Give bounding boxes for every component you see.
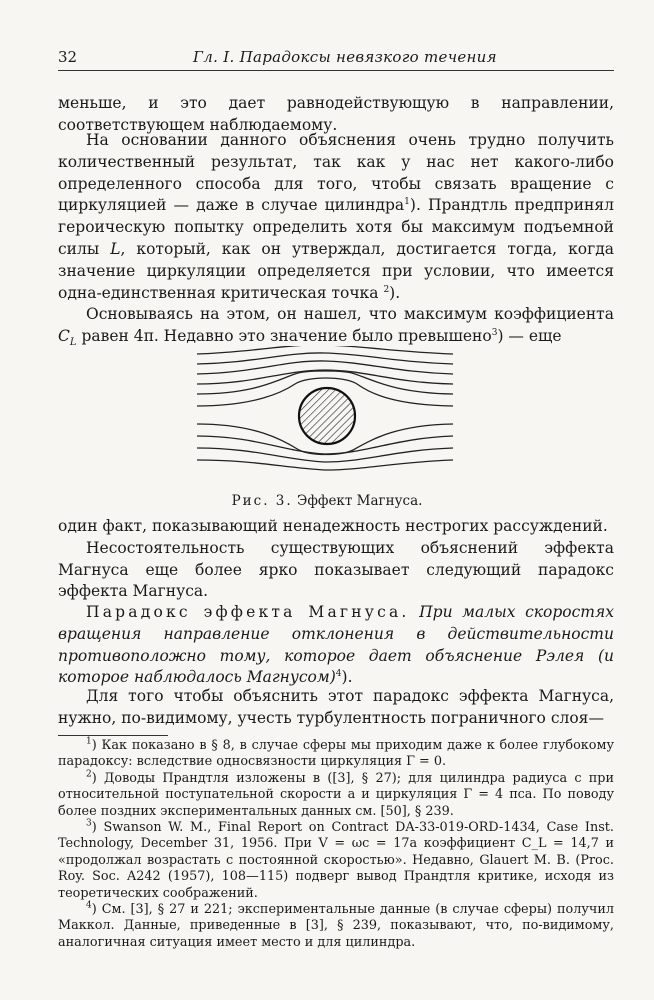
paragraph-5-text: Парадокс эффекта Магнуса. При малых скоростях вращения направление отклонения в действительности противоположно тому, которое дает объяснение Рэлея (и которое наблюдалось Магнусом)$^4$).: [58, 603, 614, 687]
running-title: Гл. I. Парадоксы невязкого течения: [193, 48, 497, 66]
caption-text: Эффект Магнуса.: [296, 493, 423, 509]
streamline: [197, 353, 453, 364]
paragraph-1-text: меньше, и это дает равнодействующую в направлении, соответствующем наблюдаемому.: [58, 94, 614, 134]
p2-part-b: ). Прандтль предпринял героическую попытку определить хотя бы максимум подъемной силы: [58, 196, 614, 258]
footnote-ref-1[interactable]: 1: [404, 197, 410, 208]
rotating-cylinder: [299, 388, 355, 444]
footnote-rule: [58, 735, 168, 736]
paragraph-4-text: Несостоятельность существующих объяснений эффекта Магнуса еще более ярко показывает следующий парадокс эффекта Магнуса.: [58, 538, 614, 601]
paragraph-2-text: [58, 130, 614, 304]
symbol-CL: $C_L$: [58, 327, 77, 349]
paradox-statement: При малых скоростях вращения направление отклонения в действительности противоположно тому, которое дает объяснение Рэлея (и которое наблюдалось Магнусом): [58, 603, 614, 687]
p2-part-d: ).: [389, 283, 401, 302]
streamline: [197, 370, 453, 384]
footnote: $^2$) Доводы Прандтля изложены в ([3], § 27); для цилиндра радиуса c при относительной поступательной скорости a и циркуляция Γ = 4 πca. По поводу более поздних экспериментальных данных см. [50], § 239.: [58, 769, 614, 819]
paradox-title: Парадокс эффекта Магнуса.: [86, 603, 410, 621]
footnote: $^1$) Как показано в § 8, в случае сферы мы приходим даже к более глубокому парадоксу: вследствие односвязности циркуляция Γ = 0.: [58, 736, 614, 770]
magnus-effect-figure: [195, 346, 455, 474]
footnote-ref-3[interactable]: 3: [491, 328, 498, 339]
paragraph-6: [58, 686, 614, 730]
paragraph-5: [58, 602, 614, 689]
footnote: $^4$) См. [3], § 27 и 221; экспериментальные данные (в случае сферы) получил Маккол. Данные, приведенные в [3], § 239, показывают, что, по-видимому, аналогичная ситуация имеет место и для цилиндра.: [58, 900, 614, 950]
figure-caption: [0, 493, 654, 509]
caption-label: Рис. 3.: [231, 493, 293, 509]
p2-part-a: На основании данного объяснения очень трудно получить количественный результат, так как у нас нет какого-либо определенного способа для того, чтобы связать вращение с циркуляцией — даже в случае цилиндра: [58, 131, 614, 215]
p2-part-e: Основываясь на этом, он нашел, что максимум коэффициента: [86, 305, 614, 324]
page-header: [58, 48, 614, 70]
page-number: 32: [58, 48, 78, 66]
paragraph-6-text: Для того чтобы объяснить этот парадокс эффекта Магнуса, нужно, по-видимому, учесть турбулентность пограничного слоя—: [58, 687, 614, 727]
header-rule: [58, 70, 614, 71]
symbol-L: L: [110, 239, 121, 258]
streamline: [197, 361, 453, 374]
footnote: $^3$) Swanson W. M., Final Report on Contract DA-33-019-ORD-1434, Case Inst. Technology, December 31, 1956. При V = ωc = 17a коэффициент C_L = 14,7 и «продолжал возрастать с постоянной скоростью». Недавно, Glauert M. B. (Proc. Roy. Soc. A242 (1957), 108—115) подверг вывод Прандтля критике, исходя из теоретических соображений.: [58, 818, 614, 901]
footnote-ref-4[interactable]: 4: [335, 669, 342, 680]
paragraph-3: [58, 516, 614, 603]
paragraph-3-text: один факт, показывающий ненадежность нестрогих рассуждений.: [58, 517, 608, 535]
p2-part-f: равен 4π. Недавно это значение было превышено: [81, 327, 492, 346]
footnotes: [58, 738, 614, 951]
footnote-ref-2[interactable]: 2: [383, 284, 390, 295]
p2-part-c: , который, как он утверждал, достигается тогда, когда значение циркуляции определяется при условии, что имеется одна-единственная критическая точка: [58, 239, 614, 302]
p2-part-g: ) — еще: [497, 327, 562, 346]
paragraph-2: [58, 130, 614, 354]
